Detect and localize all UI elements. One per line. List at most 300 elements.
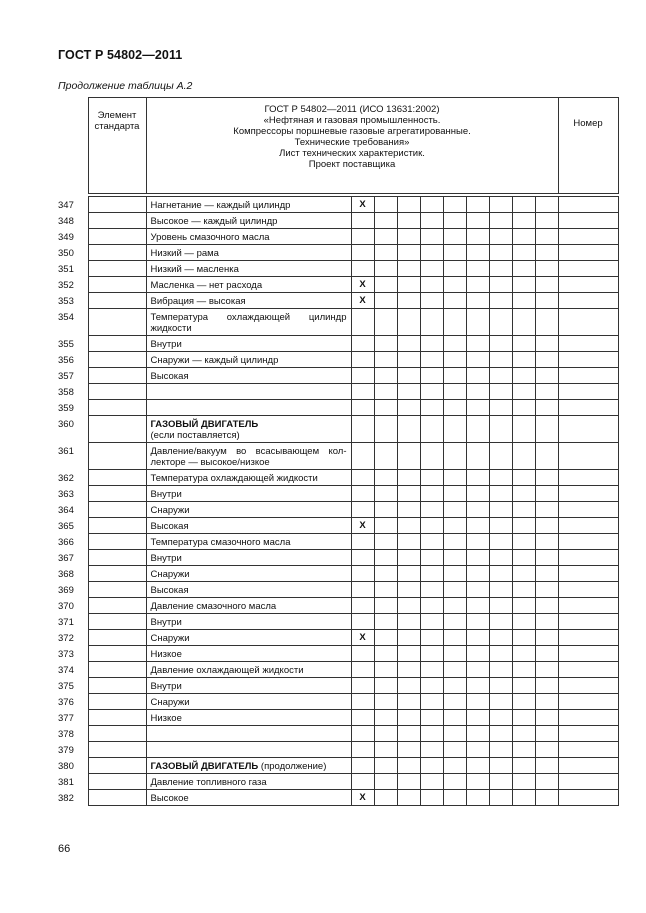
description-line: Давление/вакуум во всасывающем кол- xyxy=(150,446,347,457)
blank-cell xyxy=(466,550,489,566)
number-value-cell xyxy=(558,384,618,400)
description-line: Высокое — каждый цилиндр xyxy=(150,216,278,227)
standard-element-cell xyxy=(88,368,146,384)
standard-element-cell xyxy=(88,614,146,630)
description-line: Нагнетание — каждый цилиндр xyxy=(150,200,291,211)
description-line xyxy=(151,387,347,398)
row-description xyxy=(146,336,351,352)
blank-cell xyxy=(466,630,489,646)
blank-cell xyxy=(489,486,512,502)
row-description xyxy=(146,400,351,416)
blank-cell xyxy=(535,336,558,352)
table-row xyxy=(58,416,618,443)
standard-element-cell xyxy=(88,213,146,229)
blank-cell xyxy=(489,245,512,261)
blank-cell xyxy=(535,293,558,309)
standard-element-cell xyxy=(88,662,146,678)
blank-cell xyxy=(420,758,443,774)
number-value-cell xyxy=(558,277,618,293)
blank-cell xyxy=(512,678,535,694)
blank-cell xyxy=(443,598,466,614)
blank-cell xyxy=(466,566,489,582)
number-value-cell xyxy=(558,470,618,486)
blank-cell xyxy=(420,197,443,213)
row-description xyxy=(146,368,351,384)
blank-cell xyxy=(466,646,489,662)
blank-cell xyxy=(420,368,443,384)
blank-cell xyxy=(374,582,397,598)
blank-cell xyxy=(443,213,466,229)
blank-cell xyxy=(420,582,443,598)
blank-cell xyxy=(374,646,397,662)
blank-cell xyxy=(466,293,489,309)
blank-cell xyxy=(466,261,489,277)
blank-cell xyxy=(466,229,489,245)
row-description xyxy=(146,662,351,678)
blank-cell xyxy=(443,710,466,726)
row-number: 376 xyxy=(58,696,74,708)
number-value-cell xyxy=(558,758,618,774)
blank-cell xyxy=(512,694,535,710)
blank-cell xyxy=(512,245,535,261)
blank-cell xyxy=(512,261,535,277)
blank-cell xyxy=(489,726,512,742)
row-number: 368 xyxy=(58,568,74,580)
row-description xyxy=(146,443,351,470)
blank-cell xyxy=(374,400,397,416)
blank-cell xyxy=(374,470,397,486)
blank-cell xyxy=(397,384,420,400)
blank-cell xyxy=(420,662,443,678)
table-row xyxy=(58,197,618,213)
blank-cell xyxy=(443,293,466,309)
description-line: Давление смазочного масла xyxy=(150,601,277,612)
blank-cell xyxy=(535,197,558,213)
row-number: 363 xyxy=(58,488,74,500)
blank-cell xyxy=(397,742,420,758)
number-value-cell xyxy=(558,582,618,598)
table-row xyxy=(58,384,618,400)
blank-cell xyxy=(420,550,443,566)
blank-cell xyxy=(512,646,535,662)
mark-cell xyxy=(351,229,374,245)
number-value-cell xyxy=(558,678,618,694)
blank-cell xyxy=(535,726,558,742)
description-line: Низкий — масленка xyxy=(150,264,239,275)
table-row xyxy=(58,336,618,352)
blank-cell xyxy=(489,400,512,416)
blank-cell xyxy=(535,261,558,277)
blank-cell xyxy=(489,758,512,774)
blank-cell xyxy=(535,384,558,400)
mark-cell xyxy=(351,582,374,598)
row-description xyxy=(146,774,351,790)
blank-cell xyxy=(535,229,558,245)
row-number: 350 xyxy=(58,247,74,259)
mark-cell xyxy=(351,598,374,614)
blank-cell xyxy=(466,790,489,806)
blank-cell xyxy=(443,518,466,534)
blank-cell xyxy=(420,534,443,550)
table-continuation-label: Продолжение таблицы А.2 xyxy=(58,80,193,92)
blank-cell xyxy=(443,502,466,518)
table-row xyxy=(58,368,618,384)
blank-cell xyxy=(512,726,535,742)
number-value-cell xyxy=(558,245,618,261)
blank-cell xyxy=(466,662,489,678)
blank-cell xyxy=(397,582,420,598)
standard-element-cell xyxy=(88,400,146,416)
blank-cell xyxy=(535,550,558,566)
blank-cell xyxy=(535,502,558,518)
blank-cell xyxy=(443,694,466,710)
blank-cell xyxy=(374,662,397,678)
table-row xyxy=(58,261,618,277)
blank-cell xyxy=(397,502,420,518)
standard-element-cell xyxy=(88,352,146,368)
table-row xyxy=(58,245,618,261)
blank-cell xyxy=(443,336,466,352)
blank-cell xyxy=(374,502,397,518)
mark-cell xyxy=(351,758,374,774)
blank-cell xyxy=(443,309,466,336)
number-value-cell xyxy=(558,443,618,470)
table-row xyxy=(58,293,618,309)
mark-cell xyxy=(351,534,374,550)
blank-cell xyxy=(397,277,420,293)
blank-cell xyxy=(535,368,558,384)
blank-cell xyxy=(466,213,489,229)
blank-cell xyxy=(489,614,512,630)
blank-cell xyxy=(443,726,466,742)
mark-cell xyxy=(351,245,374,261)
blank-cell xyxy=(374,742,397,758)
standard-element-cell xyxy=(88,550,146,566)
blank-cell xyxy=(397,726,420,742)
blank-cell xyxy=(535,213,558,229)
description-line: (если поставляется) xyxy=(150,430,240,441)
blank-cell xyxy=(420,598,443,614)
blank-cell xyxy=(397,213,420,229)
blank-cell xyxy=(420,229,443,245)
blank-cell xyxy=(489,293,512,309)
blank-cell xyxy=(466,518,489,534)
standard-element-cell xyxy=(88,470,146,486)
number-value-cell xyxy=(558,502,618,518)
blank-cell xyxy=(466,416,489,443)
row-description xyxy=(146,352,351,368)
blank-cell xyxy=(397,486,420,502)
blank-cell xyxy=(443,662,466,678)
table-row xyxy=(58,502,618,518)
row-number: 374 xyxy=(58,664,74,676)
blank-cell xyxy=(397,197,420,213)
blank-cell xyxy=(489,710,512,726)
table-row xyxy=(58,790,618,806)
blank-cell xyxy=(512,534,535,550)
description-line: Низкий — рама xyxy=(150,248,219,259)
blank-cell xyxy=(512,710,535,726)
blank-cell xyxy=(443,277,466,293)
blank-cell xyxy=(443,774,466,790)
description-line: Снаружи xyxy=(150,505,190,516)
description-line: жидкости xyxy=(150,323,192,334)
table-row xyxy=(58,534,618,550)
standard-element-cell xyxy=(88,678,146,694)
table-row xyxy=(58,742,618,758)
blank-cell xyxy=(489,277,512,293)
standard-element-cell xyxy=(88,277,146,293)
blank-cell xyxy=(535,678,558,694)
blank-cell xyxy=(535,443,558,470)
blank-cell xyxy=(535,518,558,534)
row-number: 372 xyxy=(58,632,74,644)
table-row xyxy=(58,598,618,614)
description-line xyxy=(151,729,347,740)
header-sheet-title-cell xyxy=(146,98,558,194)
blank-cell xyxy=(535,790,558,806)
blank-cell xyxy=(443,229,466,245)
blank-cell xyxy=(397,368,420,384)
row-description xyxy=(146,550,351,566)
mark-cell xyxy=(351,416,374,443)
blank-cell xyxy=(489,678,512,694)
blank-cell xyxy=(489,598,512,614)
blank-cell xyxy=(535,277,558,293)
row-number: 379 xyxy=(58,744,74,756)
blank-cell xyxy=(489,566,512,582)
blank-cell xyxy=(466,758,489,774)
standard-element-cell xyxy=(88,630,146,646)
blank-cell xyxy=(512,293,535,309)
blank-cell xyxy=(489,742,512,758)
blank-cell xyxy=(512,336,535,352)
description-line xyxy=(151,761,347,772)
blank-cell xyxy=(397,245,420,261)
header-sheet-line-5: Лист технических характеристик. xyxy=(279,148,425,159)
row-number: 364 xyxy=(58,504,74,516)
description-line: Снаружи xyxy=(150,697,190,708)
blank-cell xyxy=(466,502,489,518)
blank-cell xyxy=(535,582,558,598)
row-description xyxy=(146,470,351,486)
blank-cell xyxy=(420,470,443,486)
row-number: 348 xyxy=(58,215,74,227)
standard-element-cell xyxy=(88,336,146,352)
number-value-cell xyxy=(558,646,618,662)
header-element-line-1: Элемент xyxy=(97,110,137,121)
blank-cell xyxy=(420,245,443,261)
description-line: Высокая xyxy=(150,585,189,596)
standard-element-cell xyxy=(88,534,146,550)
blank-cell xyxy=(512,443,535,470)
blank-cell xyxy=(397,470,420,486)
blank-cell xyxy=(397,630,420,646)
blank-cell xyxy=(535,630,558,646)
standard-element-cell xyxy=(88,486,146,502)
table-row xyxy=(58,726,618,742)
standard-element-cell xyxy=(88,443,146,470)
blank-cell xyxy=(420,742,443,758)
blank-cell xyxy=(512,502,535,518)
blank-cell xyxy=(397,443,420,470)
blank-cell xyxy=(512,598,535,614)
blank-cell xyxy=(535,646,558,662)
blank-cell xyxy=(443,486,466,502)
standard-element-cell xyxy=(88,566,146,582)
row-number: 365 xyxy=(58,520,74,532)
row-description xyxy=(146,518,351,534)
table-header-row xyxy=(58,98,618,194)
blank-cell xyxy=(397,336,420,352)
blank-cell xyxy=(397,518,420,534)
blank-cell xyxy=(374,486,397,502)
number-value-cell xyxy=(558,309,618,336)
row-number: 377 xyxy=(58,712,74,724)
blank-cell xyxy=(443,566,466,582)
blank-cell xyxy=(420,774,443,790)
blank-cell xyxy=(374,261,397,277)
blank-cell xyxy=(466,598,489,614)
page-number: 66 xyxy=(58,843,71,855)
blank-cell xyxy=(374,774,397,790)
blank-cell xyxy=(489,368,512,384)
number-value-cell xyxy=(558,790,618,806)
blank-cell xyxy=(397,758,420,774)
description-line: Высокая xyxy=(150,521,189,532)
number-value-cell xyxy=(558,197,618,213)
row-description xyxy=(146,277,351,293)
description-line: Внутри xyxy=(150,553,182,564)
header-sheet-line-1: ГОСТ Р 54802—2011 (ИСО 13631:2002) xyxy=(264,104,440,115)
blank-cell xyxy=(489,229,512,245)
mark-cell xyxy=(351,352,374,368)
blank-cell xyxy=(443,742,466,758)
blank-cell xyxy=(443,443,466,470)
blank-cell xyxy=(374,213,397,229)
header-element-cell xyxy=(88,98,146,194)
blank-cell xyxy=(420,630,443,646)
number-value-cell xyxy=(558,662,618,678)
row-number: 347 xyxy=(58,199,74,211)
blank-cell xyxy=(466,486,489,502)
row-number: 354 xyxy=(58,311,74,323)
row-description xyxy=(146,726,351,742)
row-number: 362 xyxy=(58,472,74,484)
blank-cell xyxy=(374,550,397,566)
blank-cell xyxy=(489,774,512,790)
mark-cell xyxy=(351,694,374,710)
row-number: 353 xyxy=(58,295,74,307)
table-row xyxy=(58,774,618,790)
blank-cell xyxy=(397,566,420,582)
blank-cell xyxy=(420,309,443,336)
blank-cell xyxy=(443,758,466,774)
blank-cell xyxy=(397,550,420,566)
blank-cell xyxy=(420,384,443,400)
section-heading: ГАЗОВЫЙ ДВИГАТЕЛЬ xyxy=(150,761,259,772)
mark-cell xyxy=(351,309,374,336)
standard-element-cell xyxy=(88,197,146,213)
description-line: Уровень смазочного масла xyxy=(150,232,270,243)
number-value-cell xyxy=(558,486,618,502)
number-value-cell xyxy=(558,518,618,534)
row-description xyxy=(146,614,351,630)
blank-cell xyxy=(512,213,535,229)
blank-cell xyxy=(535,309,558,336)
mark-cell xyxy=(351,710,374,726)
blank-cell xyxy=(374,309,397,336)
row-number: 370 xyxy=(58,600,74,612)
blank-cell xyxy=(374,518,397,534)
blank-cell xyxy=(535,352,558,368)
mark-cell xyxy=(351,662,374,678)
blank-cell xyxy=(397,261,420,277)
table-row xyxy=(58,400,618,416)
table-row xyxy=(58,582,618,598)
blank-cell xyxy=(466,368,489,384)
blank-cell xyxy=(397,790,420,806)
blank-cell xyxy=(420,790,443,806)
blank-cell xyxy=(489,352,512,368)
blank-cell xyxy=(397,534,420,550)
standard-element-cell xyxy=(88,646,146,662)
number-value-cell xyxy=(558,352,618,368)
standard-element-cell xyxy=(88,502,146,518)
blank-cell xyxy=(535,710,558,726)
blank-cell xyxy=(397,646,420,662)
row-description xyxy=(146,630,351,646)
table-row xyxy=(58,277,618,293)
row-number: 351 xyxy=(58,263,74,275)
blank-cell xyxy=(374,293,397,309)
row-number: 360 xyxy=(58,418,74,430)
blank-cell xyxy=(397,352,420,368)
blank-cell xyxy=(512,790,535,806)
blank-cell xyxy=(397,774,420,790)
blank-cell xyxy=(466,694,489,710)
blank-cell xyxy=(489,336,512,352)
standard-element-cell xyxy=(88,774,146,790)
mark-cell xyxy=(351,742,374,758)
blank-cell xyxy=(535,400,558,416)
blank-cell xyxy=(374,614,397,630)
blank-cell xyxy=(374,726,397,742)
blank-cell xyxy=(374,245,397,261)
row-number: 369 xyxy=(58,584,74,596)
blank-cell xyxy=(374,630,397,646)
row-description xyxy=(146,309,351,336)
blank-cell xyxy=(512,758,535,774)
blank-cell xyxy=(466,352,489,368)
blank-cell xyxy=(489,790,512,806)
blank-cell xyxy=(512,416,535,443)
blank-cell xyxy=(466,678,489,694)
mark-cell xyxy=(351,213,374,229)
blank-cell xyxy=(397,309,420,336)
number-value-cell xyxy=(558,229,618,245)
blank-cell xyxy=(466,582,489,598)
table-row xyxy=(58,710,618,726)
blank-cell xyxy=(466,534,489,550)
row-number: 366 xyxy=(58,536,74,548)
blank-cell xyxy=(420,293,443,309)
blank-cell xyxy=(374,229,397,245)
standard-element-cell xyxy=(88,582,146,598)
table-row xyxy=(58,309,618,336)
number-value-cell xyxy=(558,336,618,352)
blank-cell xyxy=(466,309,489,336)
